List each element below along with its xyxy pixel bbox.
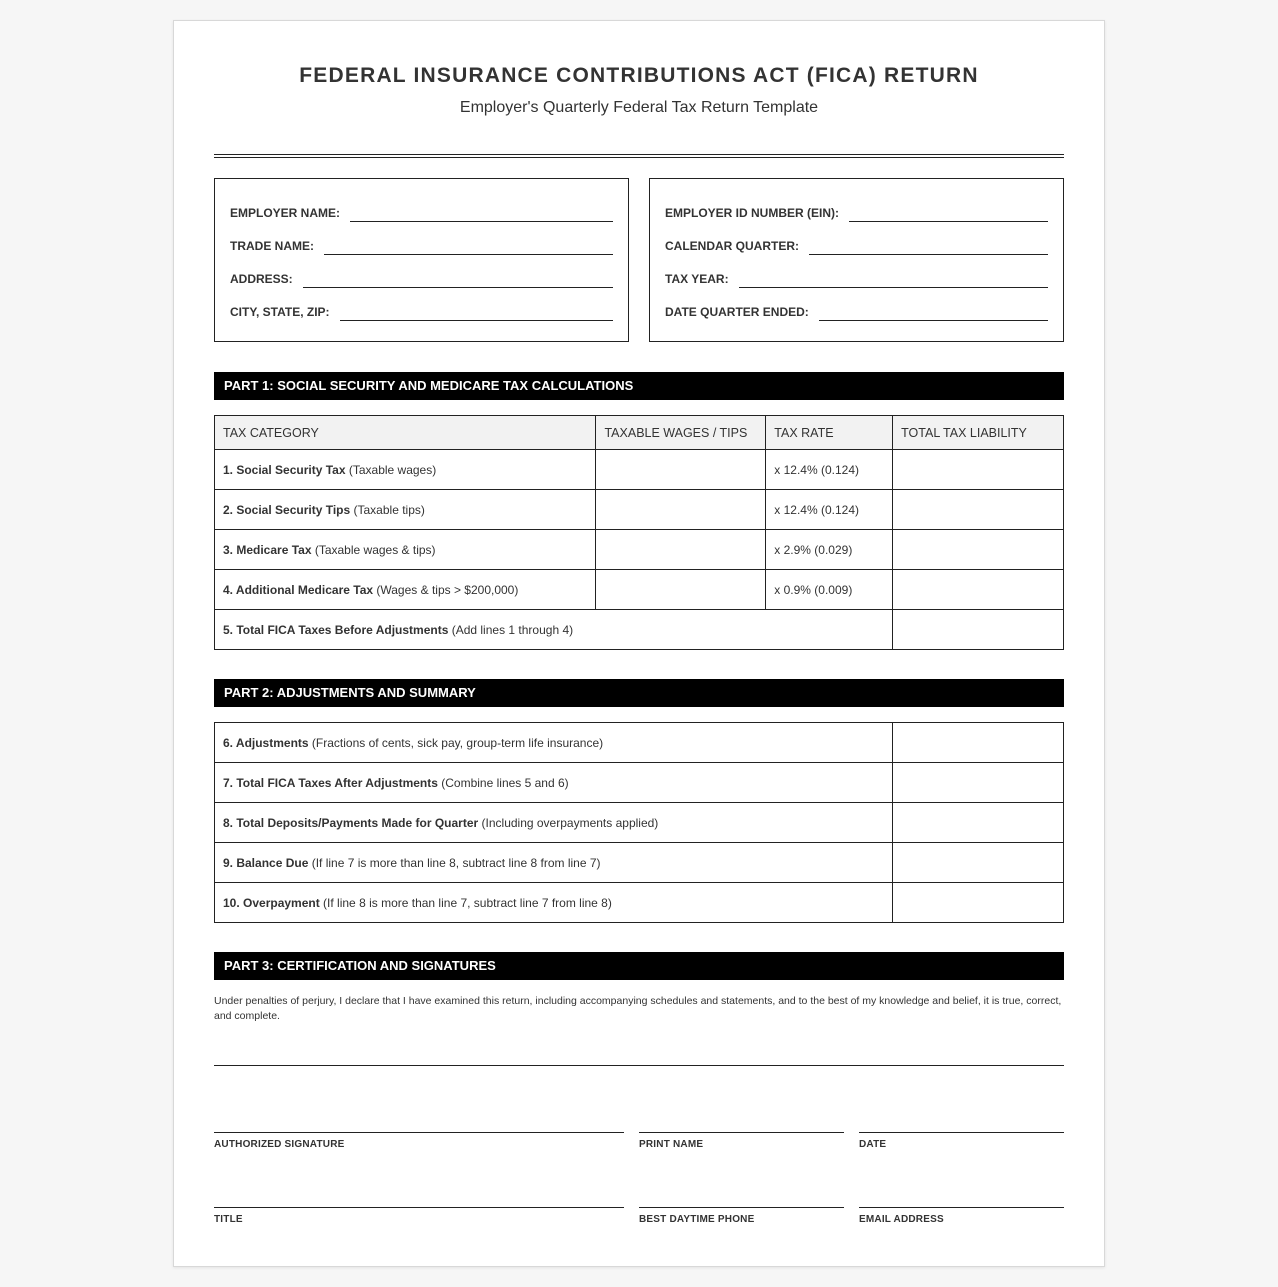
form-page xyxy=(173,20,1105,1267)
wages-input-cell[interactable] xyxy=(596,490,766,530)
col-tax-category: TAX CATEGORY xyxy=(215,416,596,450)
table-row xyxy=(215,803,1064,843)
phone-field[interactable] xyxy=(639,1207,844,1208)
trade-name-field[interactable] xyxy=(324,241,613,255)
amount-input-cell[interactable] xyxy=(893,883,1064,923)
col-taxable-wages: TAXABLE WAGES / TIPS xyxy=(596,416,766,450)
employer-name-field[interactable] xyxy=(350,208,613,222)
perjury-declaration: Under penalties of perjury, I declare that I have examined this return, including accompanying schedules and statements, and to the best of my knowledge and belief, it is true, correct, and complete. xyxy=(214,995,1062,1022)
row-label: 2. Social Security Tips (Taxable tips) xyxy=(215,490,596,530)
part2-table xyxy=(214,722,1064,923)
address-row xyxy=(230,255,613,288)
table-row xyxy=(215,530,1064,570)
tax-year-row xyxy=(665,255,1048,288)
wages-input-cell[interactable] xyxy=(596,570,766,610)
row-label: 8. Total Deposits/Payments Made for Quarter (Including overpayments applied) xyxy=(215,803,893,843)
table-row xyxy=(215,450,1064,490)
phone-label: BEST DAYTIME PHONE xyxy=(639,1214,755,1225)
ein-field[interactable] xyxy=(849,208,1048,222)
date-field[interactable] xyxy=(859,1132,1064,1133)
liability-input-cell[interactable] xyxy=(893,530,1064,570)
part1-header-row xyxy=(215,416,1064,450)
amount-input-cell[interactable] xyxy=(893,723,1064,763)
rate-cell: x 2.9% (0.029) xyxy=(766,530,893,570)
row-label: 3. Medicare Tax (Taxable wages & tips) xyxy=(215,530,596,570)
amount-input-cell[interactable] xyxy=(893,843,1064,883)
title-field[interactable] xyxy=(214,1207,624,1208)
city-state-zip-field[interactable] xyxy=(340,307,613,321)
form-subtitle: Employer's Quarterly Federal Tax Return Template xyxy=(459,99,819,116)
tax-year-label: TAX YEAR: xyxy=(665,272,729,286)
calendar-quarter-row xyxy=(665,222,1048,255)
total-input-cell[interactable] xyxy=(893,610,1064,650)
ein-row xyxy=(665,189,1048,222)
title-label: TITLE xyxy=(214,1214,243,1225)
row-label: 6. Adjustments (Fractions of cents, sick pay, group-term life insurance) xyxy=(215,723,893,763)
row-label: 1. Social Security Tax (Taxable wages) xyxy=(215,450,596,490)
date-quarter-ended-field[interactable] xyxy=(819,307,1048,321)
wages-input-cell[interactable] xyxy=(596,450,766,490)
row-label: 9. Balance Due (If line 7 is more than line 8, subtract line 8 from line 7) xyxy=(215,843,893,883)
part1-table xyxy=(214,415,1064,650)
part2-heading: PART 2: ADJUSTMENTS AND SUMMARY xyxy=(214,679,1064,707)
row-label: 5. Total FICA Taxes Before Adjustments (Add lines 1 through 4) xyxy=(215,610,893,650)
amount-input-cell[interactable] xyxy=(893,803,1064,843)
table-row xyxy=(215,723,1064,763)
employer-info-box xyxy=(214,178,629,342)
table-row xyxy=(215,883,1064,923)
table-row xyxy=(215,570,1064,610)
liability-input-cell[interactable] xyxy=(893,450,1064,490)
print-name-field[interactable] xyxy=(639,1132,844,1133)
part1-heading: PART 1: SOCIAL SECURITY AND MEDICARE TAX CALCULATIONS xyxy=(214,372,1064,400)
rate-cell: x 0.9% (0.009) xyxy=(766,570,893,610)
table-row xyxy=(215,763,1064,803)
tax-period-box xyxy=(649,178,1064,342)
trade-name-label: TRADE NAME: xyxy=(230,239,314,253)
ein-label: EMPLOYER ID NUMBER (EIN): xyxy=(665,206,839,220)
email-field[interactable] xyxy=(859,1207,1064,1208)
rate-cell: x 12.4% (0.124) xyxy=(766,490,893,530)
row-label: 4. Additional Medicare Tax (Wages & tips > $200,000) xyxy=(215,570,596,610)
address-label: ADDRESS: xyxy=(230,272,293,286)
employer-name-row xyxy=(230,189,613,222)
rate-cell: x 12.4% (0.124) xyxy=(766,450,893,490)
authorized-signature-label: AUTHORIZED SIGNATURE xyxy=(214,1139,345,1150)
print-name-label: PRINT NAME xyxy=(639,1139,704,1150)
address-field[interactable] xyxy=(303,274,613,288)
declaration-line xyxy=(214,1065,1064,1066)
total-row xyxy=(215,610,1064,650)
date-label: DATE xyxy=(859,1139,887,1150)
col-total-liability: TOTAL TAX LIABILITY xyxy=(893,416,1064,450)
date-quarter-ended-label: DATE QUARTER ENDED: xyxy=(665,305,809,319)
row-label: 7. Total FICA Taxes After Adjustments (Combine lines 5 and 6) xyxy=(215,763,893,803)
liability-input-cell[interactable] xyxy=(893,570,1064,610)
liability-input-cell[interactable] xyxy=(893,490,1064,530)
trade-name-row xyxy=(230,222,613,255)
calendar-quarter-field[interactable] xyxy=(809,241,1048,255)
city-state-zip-row xyxy=(230,288,613,321)
tax-year-field[interactable] xyxy=(739,274,1048,288)
city-state-zip-label: CITY, STATE, ZIP: xyxy=(230,305,330,319)
col-tax-rate: TAX RATE xyxy=(766,416,893,450)
part3-heading: PART 3: CERTIFICATION AND SIGNATURES xyxy=(214,952,1064,980)
header-divider xyxy=(214,154,1064,158)
employer-name-label: EMPLOYER NAME: xyxy=(230,206,341,220)
table-row xyxy=(215,843,1064,883)
amount-input-cell[interactable] xyxy=(893,763,1064,803)
authorized-signature-field[interactable] xyxy=(214,1132,624,1133)
date-quarter-ended-row xyxy=(665,288,1048,321)
table-row xyxy=(215,490,1064,530)
email-label: EMAIL ADDRESS xyxy=(859,1214,944,1225)
calendar-quarter-label: CALENDAR QUARTER: xyxy=(665,239,799,253)
wages-input-cell[interactable] xyxy=(596,530,766,570)
row-label: 10. Overpayment (If line 8 is more than line 7, subtract line 7 from line 8) xyxy=(215,883,893,923)
form-title: FEDERAL INSURANCE CONTRIBUTIONS ACT (FICA) RETURN xyxy=(299,64,979,87)
